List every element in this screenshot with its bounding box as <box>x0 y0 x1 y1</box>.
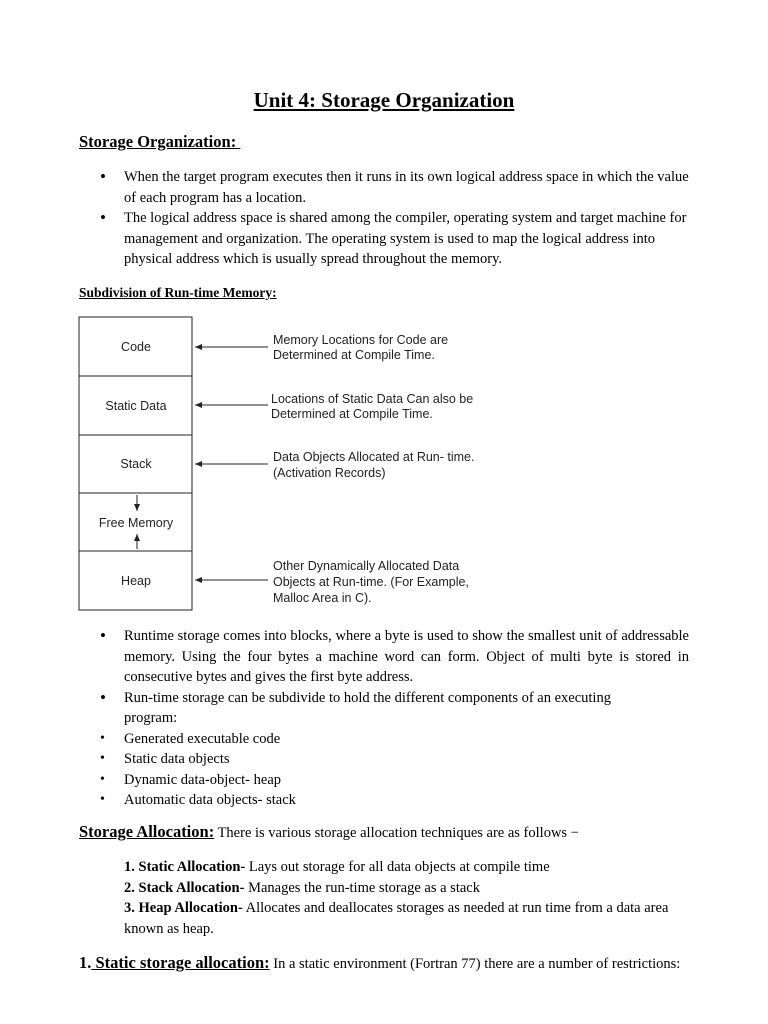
intro-bullet-list <box>79 167 689 270</box>
box-stack-label: Stack <box>120 457 152 471</box>
static-note-line: Determined at Compile Time. <box>271 407 433 421</box>
code-note-line: Determined at Compile Time. <box>273 348 435 362</box>
bullet-text: Runtime storage comes into blocks, where a byte is used to show the smallest unit of addressable memory. Using the four bytes a machine word can form. Object of multi byte is stored in consecutive bytes and gives the first byte address. <box>124 628 689 685</box>
subdivision-heading: Subdivision of Run-time Memory: <box>79 285 277 300</box>
static-note-line: Locations of Static Data Can also be <box>271 392 474 406</box>
bullet-text: Automatic data objects- stack <box>124 792 296 808</box>
list-item <box>79 790 689 811</box>
runtime-memory-diagram <box>78 316 508 616</box>
bullet-icon: • <box>100 626 106 645</box>
bullet-icon: • <box>100 208 106 227</box>
heap-note-line: Other Dynamically Allocated Data <box>273 559 460 573</box>
bullet-text: The logical address space is shared among the compiler, operating system and target machine for management and organization. The operating system is used to map the logical address into physical address which is usually spread throughout the memory. <box>124 210 687 267</box>
list-item <box>79 770 689 791</box>
box-code-label: Code <box>121 340 151 354</box>
bullet-text: Generated executable code <box>124 730 281 747</box>
list-item <box>79 626 689 688</box>
bullet-text: Run-time storage can be subdivide to hold the different components of an executing program: <box>124 689 611 726</box>
list-item <box>124 857 689 878</box>
storage-allocation-paragraph <box>79 822 579 842</box>
technique-label: 2. Stack Allocation- <box>124 879 245 896</box>
stack-note-line: Data Objects Allocated at Run- time. <box>273 450 475 464</box>
bullet-icon: • <box>100 167 106 186</box>
bullet-icon: • <box>100 771 105 787</box>
heap-note-line: Malloc Area in C). <box>273 591 372 605</box>
static-allocation-title: Static storage allocation: <box>91 953 270 972</box>
heap-note-line: Objects at Run-time. (For Example, <box>273 575 469 589</box>
list-item <box>79 208 689 270</box>
list-item <box>79 749 689 770</box>
allocation-technique-list <box>124 857 689 939</box>
technique-text: Lays out storage for all data objects at compile time <box>245 859 550 875</box>
list-item <box>79 167 689 208</box>
code-note-line: Memory Locations for Code are <box>273 333 449 347</box>
list-item <box>79 729 689 750</box>
stack-note-line: (Activation Records) <box>273 466 386 480</box>
bullet-text: Dynamic data-object- heap <box>124 771 282 788</box>
list-item <box>124 878 689 899</box>
list-item <box>79 688 689 729</box>
box-free-memory-label: Free Memory <box>98 516 174 530</box>
static-allocation-paragraph <box>79 954 689 973</box>
technique-label: 1. Static Allocation- <box>124 859 246 875</box>
storage-allocation-heading: Storage Allocation: <box>79 822 215 841</box>
bullet-icon: • <box>100 687 106 707</box>
technique-text: Manages the run-time storage as a stack <box>244 879 480 896</box>
box-heap-label: Heap <box>121 574 151 588</box>
technique-label: 3. Heap Allocation- <box>124 900 243 916</box>
technique-text: Allocates and deallocates storages as needed at run time from a data area known as heap. <box>124 900 669 937</box>
bullet-text: When the target program executes then it runs in its own logical address space in which the value of each program has a location. <box>124 169 689 206</box>
static-allocation-number: 1. <box>79 953 92 972</box>
runtime-bullet-list <box>79 626 689 811</box>
bullet-icon: • <box>100 792 105 807</box>
bullet-icon: • <box>100 730 105 746</box>
page-title: Unit 4: Storage Organization <box>253 88 515 112</box>
storage-allocation-text: There is various storage allocation techniques are as follows − <box>214 825 579 841</box>
list-item <box>124 898 689 939</box>
bullet-icon: • <box>100 751 105 766</box>
box-static-data-label: Static Data <box>105 399 167 413</box>
bullet-text: Static data objects <box>124 751 230 767</box>
static-allocation-text: In a static environment (Fortran 77) there are a number of restrictions: <box>269 956 681 972</box>
static-allocation-heading <box>79 953 270 972</box>
section-heading: Storage Organization: <box>79 132 241 151</box>
